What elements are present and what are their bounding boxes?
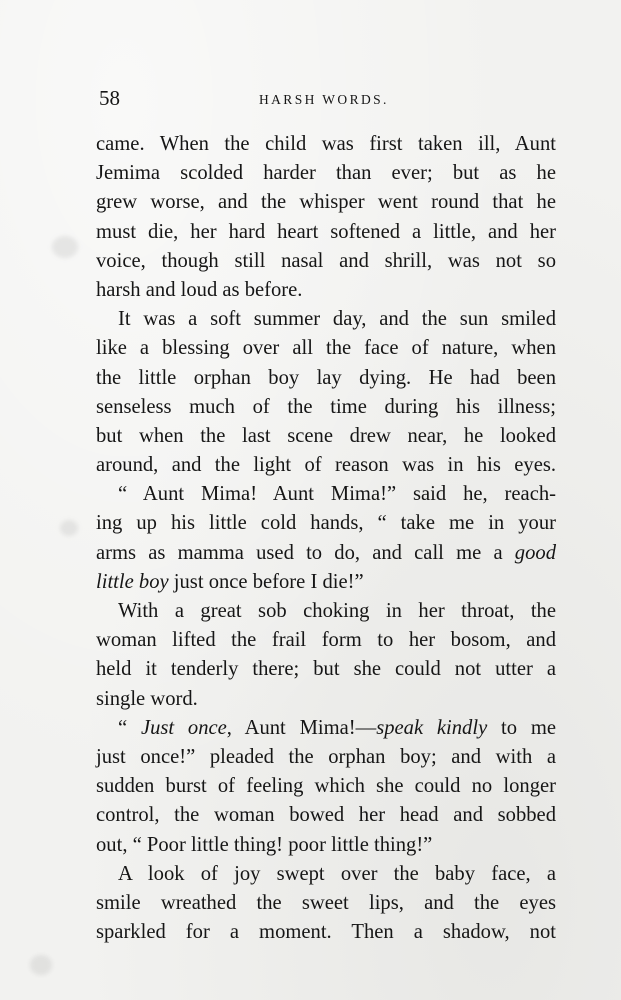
text-line: woman lifted the frail form to her bosom, and	[96, 629, 556, 652]
text-line: harsh and loud as before.	[96, 278, 303, 301]
text-line: control, the woman bowed her head and sobbed	[96, 804, 556, 827]
italic-text: good	[514, 541, 556, 564]
text-segment: , Aunt Mima!—	[226, 716, 377, 739]
text-line: the little orphan boy lay dying. He had been	[96, 366, 556, 389]
text-line: ing up his little cold hands, “ take me in your	[96, 512, 556, 535]
text-line	[96, 714, 556, 743]
text-line: came. When the child was first taken ill, Aunt	[96, 133, 556, 155]
text-line: held it tenderly there; but she could not utter a	[96, 658, 556, 681]
running-head: HARSH WORDS.	[259, 92, 389, 107]
paper-smudge	[60, 520, 78, 536]
page-header	[99, 86, 554, 112]
text-line	[96, 539, 556, 568]
text-segment: “	[118, 716, 141, 739]
text-line: must die, her hard heart softened a little, and her	[96, 220, 556, 243]
body-text	[96, 130, 556, 947]
text-line	[96, 568, 556, 597]
text-line: It was a soft summer day, and the sun smiled	[118, 308, 556, 331]
paper-smudge	[30, 955, 52, 975]
text-line: grew worse, and the whisper went round that he	[96, 191, 556, 214]
paper-smudge	[52, 236, 78, 258]
text-line: just once!” pleaded the orphan boy; and with a	[96, 745, 556, 768]
text-line: but when the last scene drew near, he looked	[96, 424, 556, 447]
italic-text: speak kindly	[376, 716, 488, 739]
text-segment: just once before I die!”	[168, 570, 364, 593]
page-number: 58	[99, 86, 120, 110]
text-line: out, “ Poor little thing! poor little thing!”	[96, 833, 433, 856]
text-line: With a great sob choking in her throat, the	[118, 600, 556, 622]
text-line: sudden burst of feeling which she could no longer	[96, 775, 556, 798]
text-segment: to me	[487, 716, 556, 739]
italic-text: little boy	[96, 570, 169, 593]
text-line: Jemima scolded harder than ever; but as he	[96, 162, 556, 185]
text-line: single word.	[96, 687, 198, 710]
text-line: smile wreathed the sweet lips, and the eyes	[96, 891, 556, 914]
text-line: sparkled for a moment. Then a shadow, not	[96, 921, 556, 944]
text-line: around, and the light of reason was in his eyes.	[96, 454, 556, 477]
text-line: like a blessing over all the face of nature, when	[96, 337, 556, 360]
text-line: voice, though still nasal and shrill, was not so	[96, 249, 556, 272]
text-line: A look of joy swept over the baby face, a	[118, 862, 556, 885]
text-line: senseless much of the time during his illness;	[96, 395, 556, 418]
text-line: “ Aunt Mima! Aunt Mima!” said he, reach-	[118, 483, 556, 506]
text-segment: arms as mamma used to do, and call me a	[96, 541, 503, 564]
italic-text: Just once	[140, 716, 227, 739]
